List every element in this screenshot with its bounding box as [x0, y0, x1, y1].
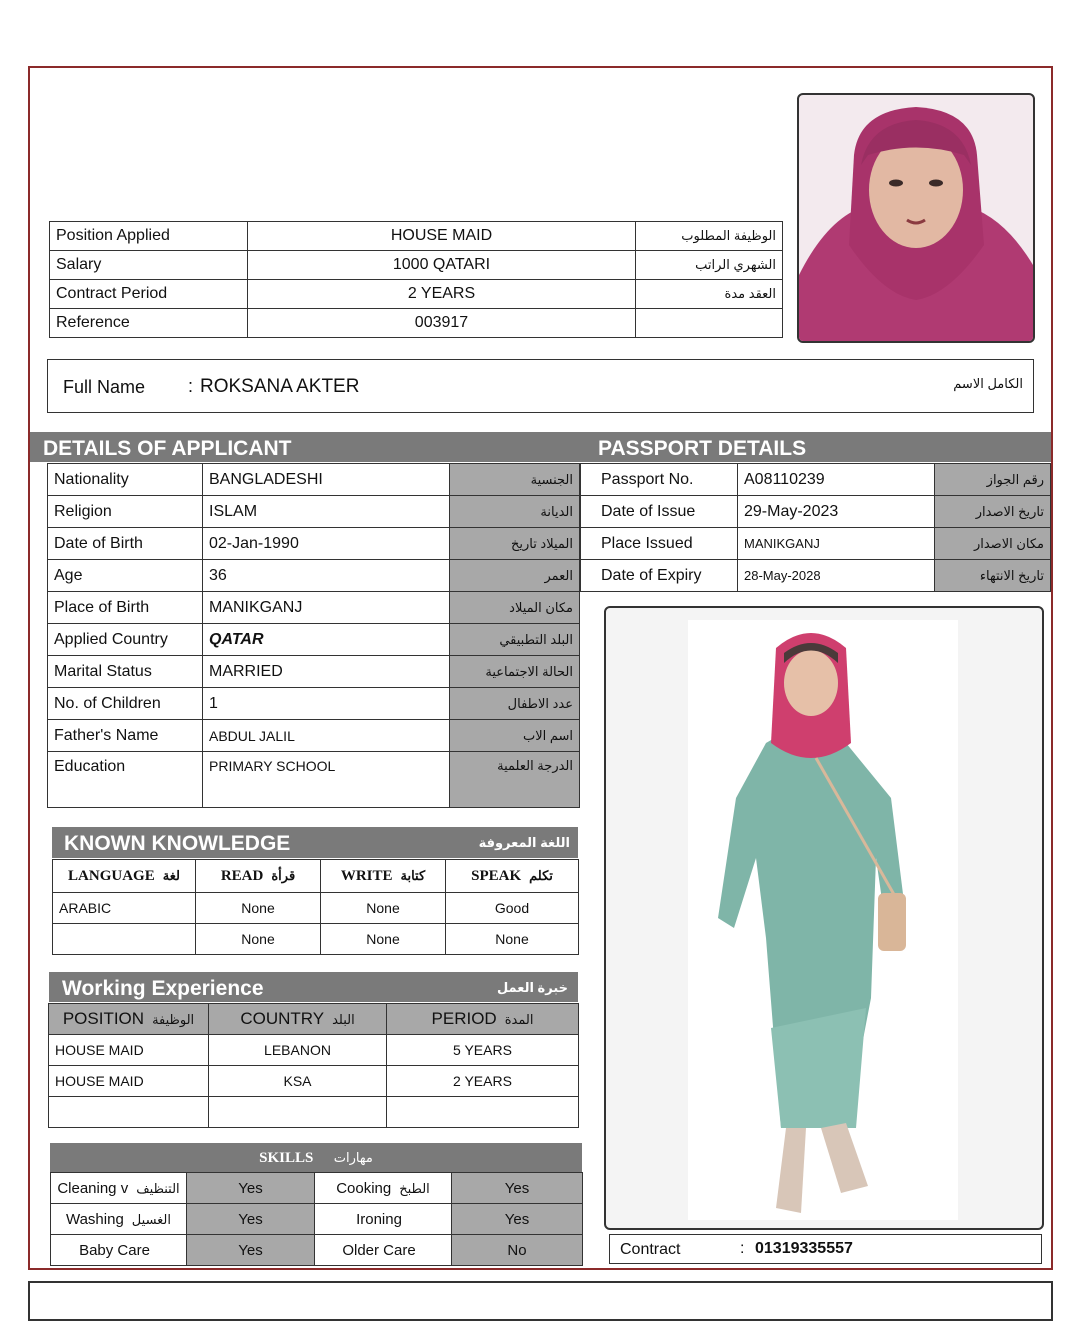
- skill-name-ar: الغسيل: [131, 1211, 172, 1227]
- knowledge-header-en: LANGUAGE: [68, 867, 155, 884]
- portrait-photo: [797, 93, 1035, 343]
- detail-value: ISLAM: [203, 496, 450, 528]
- detail-row: [48, 464, 580, 496]
- knowledge-title: KNOWN KNOWLEDGE: [64, 832, 291, 855]
- experience-header-ar: البلد: [332, 1012, 355, 1027]
- passport-row: [581, 496, 1051, 528]
- next-page-frame: [28, 1281, 1053, 1321]
- skill-value: Yes: [187, 1235, 315, 1266]
- detail-value: PRIMARY SCHOOL: [203, 752, 450, 808]
- detail-label: No. of Children: [48, 688, 203, 720]
- experience-title: Working Experience: [62, 977, 264, 1000]
- passport-value: 28-May-2028: [738, 560, 935, 592]
- knowledge-title-bar: [52, 827, 578, 858]
- skills-row: [51, 1235, 583, 1266]
- detail-value: QATAR: [203, 624, 450, 656]
- detail-row: [48, 624, 580, 656]
- detail-row: [48, 496, 580, 528]
- experience-header: [49, 1004, 209, 1035]
- experience-row: [49, 1066, 579, 1097]
- detail-label: Father's Name: [48, 720, 203, 752]
- skill-name: [315, 1204, 452, 1235]
- detail-label: Nationality: [48, 464, 203, 496]
- skill-name: [315, 1173, 452, 1204]
- experience-cell: LEBANON: [209, 1035, 387, 1066]
- knowledge-header: [321, 860, 446, 893]
- passport-value: 29-May-2023: [738, 496, 935, 528]
- skill-name-en: Cooking: [336, 1179, 392, 1197]
- full-body-illustration: [606, 608, 1042, 1228]
- knowledge-header-ar: قرأة: [271, 867, 296, 883]
- knowledge-header: [196, 860, 321, 893]
- header-arabic: العقد مدة: [636, 280, 783, 309]
- skills-row: [51, 1204, 583, 1235]
- detail-value: BANGLADESHI: [203, 464, 450, 496]
- experience-cell: HOUSE MAID: [49, 1035, 209, 1066]
- passport-label: Place Issued: [581, 528, 738, 560]
- experience-header: [387, 1004, 579, 1035]
- detail-label: Place of Birth: [48, 592, 203, 624]
- experience-title-bar: [49, 972, 578, 1002]
- detail-row: [48, 592, 580, 624]
- skill-name-en: Baby Care: [79, 1241, 150, 1259]
- detail-value: 36: [203, 560, 450, 592]
- knowledge-header-ar: لغة: [162, 867, 180, 883]
- full-name-box: [47, 359, 1034, 413]
- position-row: [50, 251, 783, 280]
- header-label: Reference: [50, 309, 248, 338]
- passport-title: PASSPORT DETAILS: [598, 437, 807, 460]
- header-label: Salary: [50, 251, 248, 280]
- knowledge-cell: None: [321, 893, 446, 924]
- experience-row: [49, 1097, 579, 1128]
- skill-name: [51, 1173, 187, 1204]
- position-row: [50, 309, 783, 338]
- detail-value: 1: [203, 688, 450, 720]
- knowledge-header-en: READ: [220, 867, 264, 884]
- details-title: DETAILS OF APPLICANT: [43, 437, 292, 460]
- passport-value: MANIKGANJ: [738, 528, 935, 560]
- experience-cell: 2 YEARS: [387, 1066, 579, 1097]
- experience-cell: [49, 1097, 209, 1128]
- contact-value: 01319335557: [755, 1240, 853, 1257]
- experience-title-arabic: خبرة العمل: [496, 980, 568, 995]
- detail-arabic: العمر: [450, 560, 580, 592]
- skill-name: [51, 1204, 187, 1235]
- detail-row: [48, 528, 580, 560]
- experience-cell: HOUSE MAID: [49, 1066, 209, 1097]
- knowledge-cell: Good: [446, 893, 579, 924]
- detail-value: ABDUL JALIL: [203, 720, 450, 752]
- experience-header-en: POSITION: [62, 1009, 145, 1028]
- experience-table: [48, 1003, 579, 1128]
- header-arabic: الشهري الراتب: [636, 251, 783, 280]
- header-arabic: الوظيفة المطلوب: [636, 222, 783, 251]
- detail-label: Applied Country: [48, 624, 203, 656]
- detail-label: Religion: [48, 496, 203, 528]
- experience-header-en: PERIOD: [431, 1009, 497, 1028]
- detail-arabic: الدرجة العلمية: [450, 752, 580, 808]
- experience-cell: KSA: [209, 1066, 387, 1097]
- knowledge-cell: None: [446, 924, 579, 955]
- detail-row: [48, 752, 580, 808]
- experience-row: [49, 1035, 579, 1066]
- detail-value: MANIKGANJ: [203, 592, 450, 624]
- passport-arabic: تاريخ الاصدار: [935, 496, 1051, 528]
- portrait-illustration: [799, 95, 1033, 341]
- passport-label: Passport No.: [581, 464, 738, 496]
- full-body-photo: [604, 606, 1044, 1230]
- experience-header-ar: المدة: [504, 1012, 534, 1027]
- passport-table: [580, 463, 1051, 592]
- header-label: Position Applied: [50, 222, 248, 251]
- detail-row: [48, 688, 580, 720]
- section-header-bar: [30, 432, 1051, 462]
- skill-name-en: Washing: [65, 1210, 124, 1228]
- detail-value: 02-Jan-1990: [203, 528, 450, 560]
- header-value: 2 YEARS: [248, 280, 636, 309]
- detail-arabic: البلد التطبيقي: [450, 624, 580, 656]
- passport-label: Date of Expiry: [581, 560, 738, 592]
- passport-label: Date of Issue: [581, 496, 738, 528]
- experience-cell: [209, 1097, 387, 1128]
- knowledge-cell: None: [196, 893, 321, 924]
- full-name-label: Full Name: [63, 377, 146, 397]
- position-row: [50, 222, 783, 251]
- skills-title: SKILLS: [259, 1150, 314, 1166]
- contact-label: Contract: [620, 1241, 681, 1258]
- skill-name-ar: الطبخ: [399, 1180, 430, 1196]
- header-value: 003917: [248, 309, 636, 338]
- skill-name-en: Cleaning v: [57, 1179, 129, 1197]
- skill-name: [315, 1235, 452, 1266]
- knowledge-table: [52, 859, 579, 955]
- skill-value: Yes: [187, 1204, 315, 1235]
- passport-arabic: تاريخ الانتهاء: [935, 560, 1051, 592]
- passport-arabic: مكان الاصدار: [935, 528, 1051, 560]
- skills-table: [50, 1172, 583, 1266]
- skill-name-ar: التنظيف: [136, 1180, 180, 1196]
- skill-value: Yes: [452, 1173, 583, 1204]
- knowledge-row: [53, 924, 579, 955]
- knowledge-header-en: SPEAK: [471, 867, 522, 884]
- skill-value: Yes: [452, 1204, 583, 1235]
- detail-row: [48, 560, 580, 592]
- detail-arabic: الديانة: [450, 496, 580, 528]
- skills-title-arabic: مهارات: [333, 1150, 373, 1165]
- skill-value: Yes: [187, 1173, 315, 1204]
- skill-value: No: [452, 1235, 583, 1266]
- header-value: HOUSE MAID: [248, 222, 636, 251]
- detail-arabic: الحالة الاجتماعية: [450, 656, 580, 688]
- header-label: Contract Period: [50, 280, 248, 309]
- full-name-sep: :: [188, 376, 194, 396]
- experience-cell: 5 YEARS: [387, 1035, 579, 1066]
- experience-header: [209, 1004, 387, 1035]
- detail-row: [48, 656, 580, 688]
- detail-value: MARRIED: [203, 656, 450, 688]
- knowledge-header-en: WRITE: [340, 867, 393, 884]
- details-table: [47, 463, 580, 808]
- contact-box: [609, 1234, 1042, 1264]
- experience-cell: [387, 1097, 579, 1128]
- full-name-value: ROKSANA AKTER: [200, 376, 360, 397]
- knowledge-title-arabic: اللغة المعروفة: [478, 835, 570, 850]
- passport-arabic: رقم الجواز: [935, 464, 1051, 496]
- detail-arabic: الميلاد تاريخ: [450, 528, 580, 560]
- detail-arabic: اسم الاب: [450, 720, 580, 752]
- experience-header-ar: الوظيفة: [152, 1012, 195, 1027]
- detail-label: Date of Birth: [48, 528, 203, 560]
- passport-row: [581, 560, 1051, 592]
- detail-label: Education: [48, 752, 203, 808]
- detail-arabic: الجنسية: [450, 464, 580, 496]
- skill-name: [51, 1235, 187, 1266]
- detail-arabic: مكان الميلاد: [450, 592, 580, 624]
- position-row: [50, 280, 783, 309]
- knowledge-cell: None: [321, 924, 446, 955]
- header-value: 1000 QATARI: [248, 251, 636, 280]
- passport-value: A08110239: [738, 464, 935, 496]
- experience-header-en: COUNTRY: [240, 1009, 325, 1028]
- position-table: [49, 221, 783, 338]
- knowledge-header: [53, 860, 196, 893]
- header-arabic: [636, 309, 783, 338]
- passport-row: [581, 464, 1051, 496]
- contact-sep: :: [740, 1240, 745, 1257]
- knowledge-cell: ARABIC: [53, 893, 196, 924]
- knowledge-cell: [53, 924, 196, 955]
- skills-row: [51, 1173, 583, 1204]
- knowledge-row: [53, 893, 579, 924]
- detail-arabic: عدد الاطفال: [450, 688, 580, 720]
- knowledge-header: [446, 860, 579, 893]
- detail-label: Age: [48, 560, 203, 592]
- skill-name-en: Ironing: [356, 1210, 402, 1228]
- knowledge-cell: None: [196, 924, 321, 955]
- knowledge-header-ar: كتابة: [400, 867, 426, 883]
- knowledge-header-ar: تكلم: [529, 867, 553, 883]
- skill-name-en: Older Care: [342, 1241, 416, 1259]
- skills-title-bar: [50, 1143, 582, 1172]
- passport-row: [581, 528, 1051, 560]
- detail-label: Marital Status: [48, 656, 203, 688]
- full-name-arabic: الكامل الاسم: [953, 376, 1023, 391]
- detail-row: [48, 720, 580, 752]
